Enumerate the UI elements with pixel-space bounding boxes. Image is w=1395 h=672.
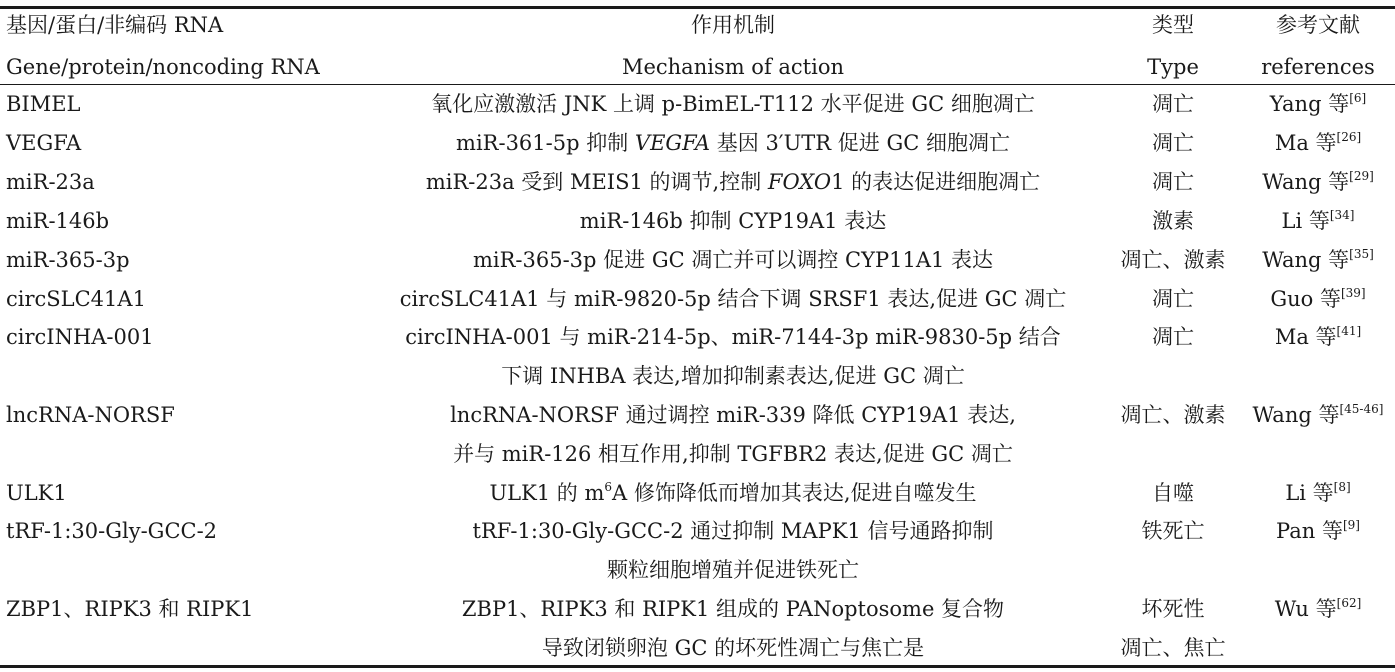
header-gene-zh: 基因/蛋白/非编码 RNA bbox=[6, 13, 224, 37]
mechanism-text: miR-23a 受到 MEIS1 的调节,控制 bbox=[425, 170, 768, 194]
type-cell: 凋亡 bbox=[1152, 325, 1194, 349]
superscript-six: 6 bbox=[604, 480, 613, 494]
mechanism-cell-continuation: 并与 miR-126 相互作用,抑制 TGFBR2 表达,促进 GC 凋亡 bbox=[453, 442, 1013, 466]
gene-cell: miR-23a bbox=[6, 170, 95, 194]
header-type-zh: 类型 bbox=[1152, 13, 1194, 37]
mechanism-cell: miR-365-3p 促进 GC 凋亡并可以调控 CYP11A1 表达 bbox=[472, 248, 994, 272]
mechanism-cell: 氧化应激激活 JNK 上调 p-BimEL-T112 水平促进 GC 细胞凋亡 bbox=[431, 92, 1035, 116]
mechanism-cell: lncRNA-NORSF 通过调控 miR-339 降低 CYP19A1 表达, bbox=[450, 403, 1016, 427]
reference-author: Ma 等 bbox=[1274, 131, 1337, 155]
reference-number: [34] bbox=[1329, 208, 1355, 222]
gene-cell: VEGFA bbox=[6, 131, 82, 155]
reference-author: Li 等 bbox=[1285, 481, 1334, 505]
reference-author: Wu 等 bbox=[1274, 597, 1337, 621]
reference-number: [41] bbox=[1336, 324, 1362, 338]
gene-cell: BIMEL bbox=[6, 92, 81, 116]
type-cell: 凋亡 bbox=[1152, 131, 1194, 155]
reference-author: Yang 等 bbox=[1269, 92, 1350, 116]
mechanism-cell-continuation: 导致闭锁卵泡 GC 的坏死性凋亡与焦亡是 bbox=[541, 636, 925, 660]
gene-italic: VEGFA bbox=[634, 131, 711, 155]
mechanism-text: miR-361-5p 抑制 bbox=[456, 131, 635, 155]
type-cell: 凋亡、激素 bbox=[1120, 248, 1226, 272]
reference-cell bbox=[1241, 286, 1395, 312]
header-mechanism-zh: 作用机制 bbox=[691, 13, 775, 37]
reference-number: [8] bbox=[1333, 480, 1351, 494]
gene-cell: tRF-1:30-Gly-GCC-2 bbox=[6, 519, 218, 543]
type-cell: 激素 bbox=[1152, 209, 1194, 233]
reference-cell bbox=[1241, 130, 1395, 156]
mechanism-text: ULK1 的 m bbox=[489, 481, 605, 505]
reference-number: [39] bbox=[1340, 286, 1366, 300]
reference-number: [45-46] bbox=[1339, 402, 1384, 416]
reference-number: [62] bbox=[1336, 596, 1362, 610]
reference-number: [6] bbox=[1349, 91, 1367, 105]
table-header-rule bbox=[0, 84, 1395, 85]
type-cell: 凋亡 bbox=[1152, 287, 1194, 311]
reference-cell bbox=[1241, 518, 1395, 544]
type-cell: 铁死亡 bbox=[1141, 519, 1205, 543]
reference-author: Wang 等 bbox=[1262, 248, 1350, 272]
mechanism-cell bbox=[372, 130, 1094, 156]
mechanism-cell-continuation: 颗粒细胞增殖并促进铁死亡 bbox=[607, 558, 859, 582]
reference-author: Guo 等 bbox=[1270, 287, 1341, 311]
gene-cell: lncRNA-NORSF bbox=[6, 403, 175, 427]
reference-cell bbox=[1241, 208, 1395, 234]
mechanism-cell bbox=[372, 169, 1094, 195]
mechanism-cell: miR-146b 抑制 CYP19A1 表达 bbox=[579, 209, 887, 233]
gene-italic: FOXO bbox=[767, 170, 832, 194]
mechanism-cell: tRF-1:30-Gly-GCC-2 通过抑制 MAPK1 信号通路抑制 bbox=[472, 519, 994, 543]
type-cell: 凋亡 bbox=[1152, 92, 1194, 116]
type-cell: 凋亡、激素 bbox=[1120, 403, 1226, 427]
reference-author: Wang 等 bbox=[1262, 170, 1350, 194]
reference-cell bbox=[1241, 402, 1395, 428]
gene-cell: ULK1 bbox=[6, 481, 67, 505]
gene-cell: miR-365-3p bbox=[6, 248, 130, 272]
reference-author: Pan 等 bbox=[1276, 519, 1343, 543]
reference-author: Ma 等 bbox=[1274, 325, 1337, 349]
reference-number: [35] bbox=[1349, 247, 1374, 261]
mechanism-cell: circINHA-001 与 miR-214-5p、miR-7144-3p miR-9830-5p 结合 bbox=[405, 325, 1061, 349]
reference-cell bbox=[1241, 91, 1395, 117]
reference-number: [29] bbox=[1349, 169, 1374, 183]
mechanism-text: A 修饰降低而增加其表达,促进自噬发生 bbox=[612, 481, 977, 505]
mechanism-text: 1 的表达促进细胞凋亡 bbox=[831, 170, 1041, 194]
type-cell: 自噬 bbox=[1152, 481, 1194, 505]
mechanism-cell: ZBP1、RIPK3 和 RIPK1 组成的 PANoptosome 复合物 bbox=[461, 597, 1005, 621]
type-cell-continuation: 凋亡、焦亡 bbox=[1120, 636, 1226, 660]
reference-cell bbox=[1241, 324, 1395, 350]
gene-cell: circINHA-001 bbox=[6, 325, 154, 349]
type-cell: 坏死性 bbox=[1141, 597, 1205, 621]
header-gene-en: Gene/protein/noncoding RNA bbox=[6, 55, 320, 79]
table-bottom-rule bbox=[0, 665, 1395, 668]
type-cell: 凋亡 bbox=[1152, 170, 1194, 194]
gene-cell: miR-146b bbox=[6, 209, 110, 233]
header-references-zh: 参考文献 bbox=[1276, 13, 1360, 37]
header-references-en: references bbox=[1261, 55, 1375, 79]
reference-cell bbox=[1241, 596, 1395, 622]
reference-cell bbox=[1241, 480, 1395, 506]
reference-author: Wang 等 bbox=[1252, 403, 1340, 427]
reference-cell bbox=[1241, 247, 1395, 273]
header-mechanism-en: Mechanism of action bbox=[621, 55, 845, 79]
header-type-en: Type bbox=[1147, 55, 1199, 79]
mechanism-cell bbox=[372, 480, 1094, 506]
gene-cell: ZBP1、RIPK3 和 RIPK1 bbox=[6, 597, 254, 621]
mechanism-cell-continuation: 下调 INHBA 表达,增加抑制素表达,促进 GC 凋亡 bbox=[501, 364, 965, 388]
mechanism-cell: circSLC41A1 与 miR-9820-5p 结合下调 SRSF1 表达,促进 GC 凋亡 bbox=[399, 287, 1067, 311]
reference-cell bbox=[1241, 169, 1395, 195]
reference-number: [9] bbox=[1342, 518, 1360, 532]
table-top-rule bbox=[0, 6, 1395, 9]
reference-number: [26] bbox=[1336, 130, 1362, 144]
mechanism-text: 基因 3′UTR 促进 GC 细胞凋亡 bbox=[710, 131, 1010, 155]
reference-author: Li 等 bbox=[1281, 209, 1330, 233]
gene-cell: circSLC41A1 bbox=[6, 287, 146, 311]
